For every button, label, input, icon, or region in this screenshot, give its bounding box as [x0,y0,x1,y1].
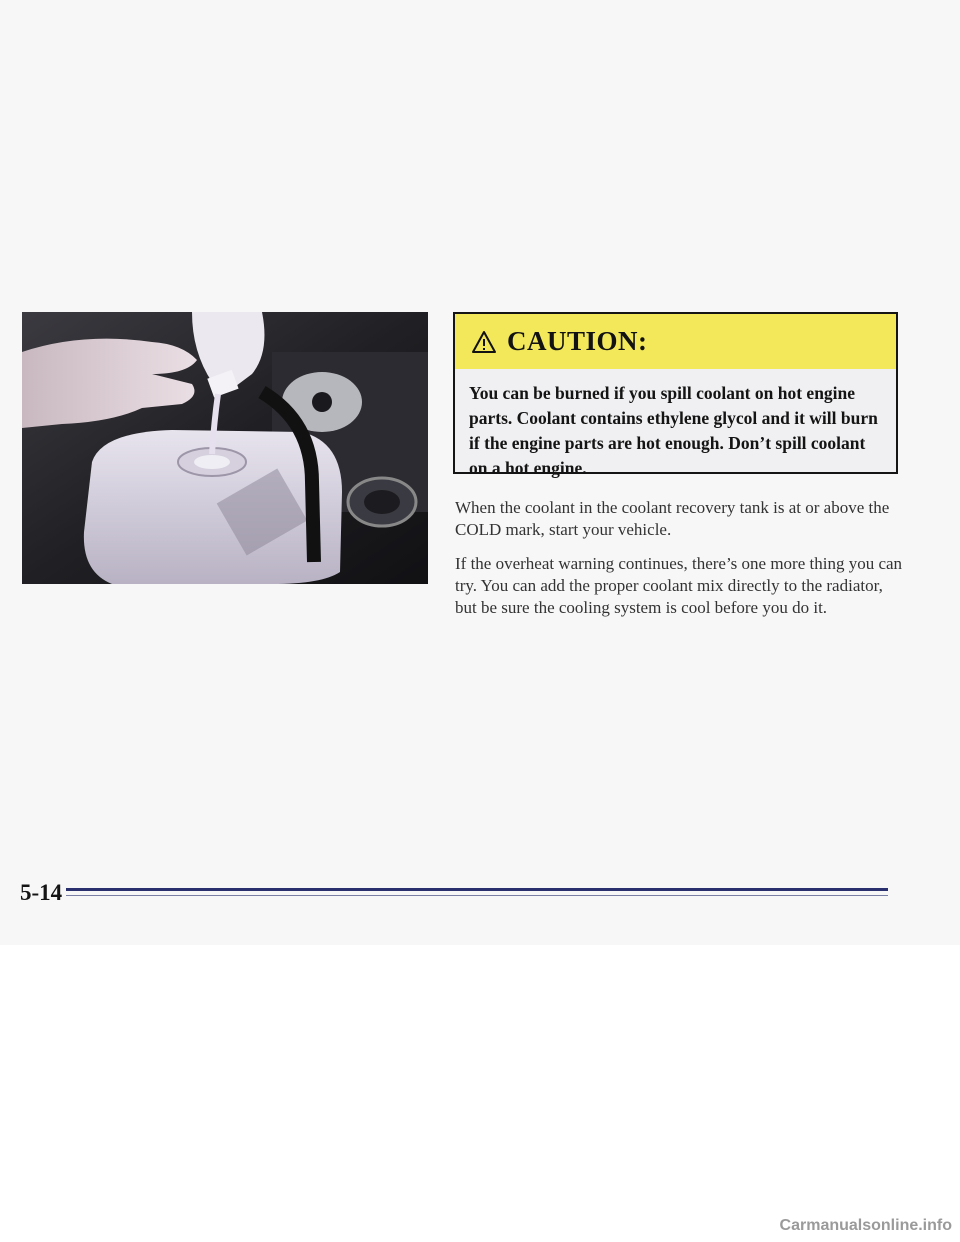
footer-rule-thin [66,895,888,896]
caution-header [455,314,896,369]
warning-triangle-icon [471,330,497,354]
footer-rule [66,888,888,891]
paragraph-cold-mark: When the coolant in the coolant recovery tank is at or above the COLD mark, start your vehicle. [455,498,890,539]
caution-text: You can be burned if you spill coolant on hot engine parts. Coolant contains ethylene glycol and it will burn if the engine parts are hot enough. Don’t spill coolant on a hot engine. [469,383,878,478]
caution-title: CAUTION: [507,326,648,356]
site-watermark: Carmanualsonline.info [779,1217,952,1234]
coolant-pouring-photo [22,312,428,584]
page-number: 5-14 [20,880,63,905]
caution-box [453,312,898,478]
paragraph-overheat: If the overheat warning continues, there’s one more thing you can try. You can add the proper coolant mix directly to the radiator, but be sure the cooling system is cool before you do it. [455,554,903,617]
